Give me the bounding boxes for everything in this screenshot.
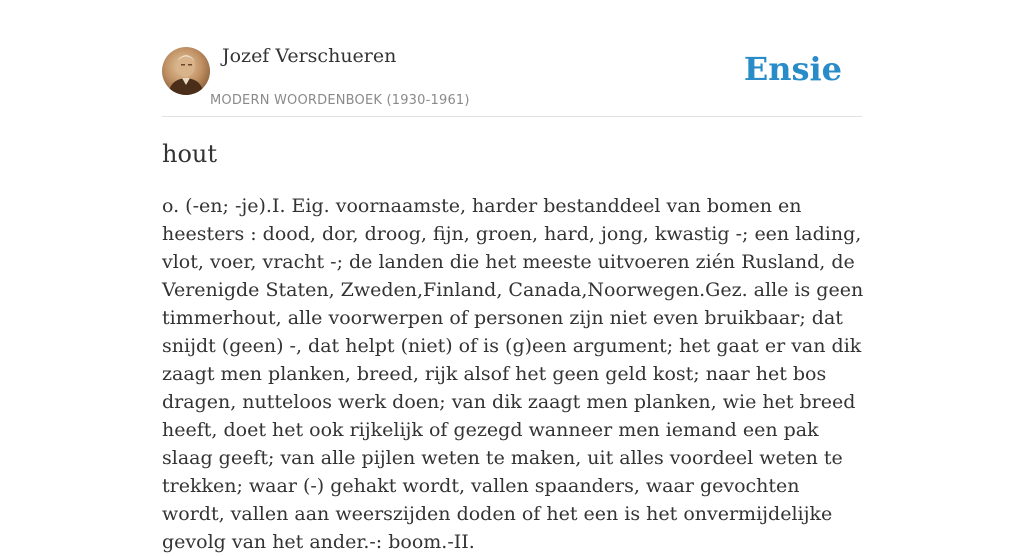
author-name[interactable]: Jozef Verschueren	[222, 45, 397, 67]
source-label[interactable]: MODERN WOORDENBOEK (1930-1961)	[210, 93, 470, 108]
page-content	[162, 0, 864, 553]
entry-title: hout	[162, 140, 218, 168]
author-avatar[interactable]	[162, 47, 210, 95]
page-header	[162, 0, 862, 117]
entry-definition: o. (-en; -je).I. Eig. voornaamste, harder bestanddeel van bomen en heesters : dood, dor, droog, fijn, groen, hard, jong, kwastig -; een lading, vlot, voer, vracht -; de landen die het meeste uitvoeren zién Rusland, de Verenigde Staten, Zweden,Finland, Canada,Noorwegen.Gez. alle is geen timmerhout, alle voorwerpen of personen zijn niet even bruikbaar; dat snijdt (geen) -, dat helpt (niet) of is (g)een argument; het gaat er van dik zaagt men planken, breed, rijk alsof het geen geld kost; naar het bos dragen, nutteloos werk doen; van dik zaagt men planken, wie het breed heeft, doet het ook rijkelijk of gezegd wanneer men iemand een pak slaag geeft; van alle pijlen weten te maken, uit alles voordeel weten te trekken; waar (-) gehakt wordt, vallen spaanders, waar gevochten wordt, vallen aan weerszijden doden of het een is het onvermijdelijke gevolg van het ander.-: boom.-II.	[162, 195, 864, 553]
ensie-logo[interactable]: Ensie	[743, 50, 842, 88]
portrait-photo-icon	[162, 47, 210, 95]
